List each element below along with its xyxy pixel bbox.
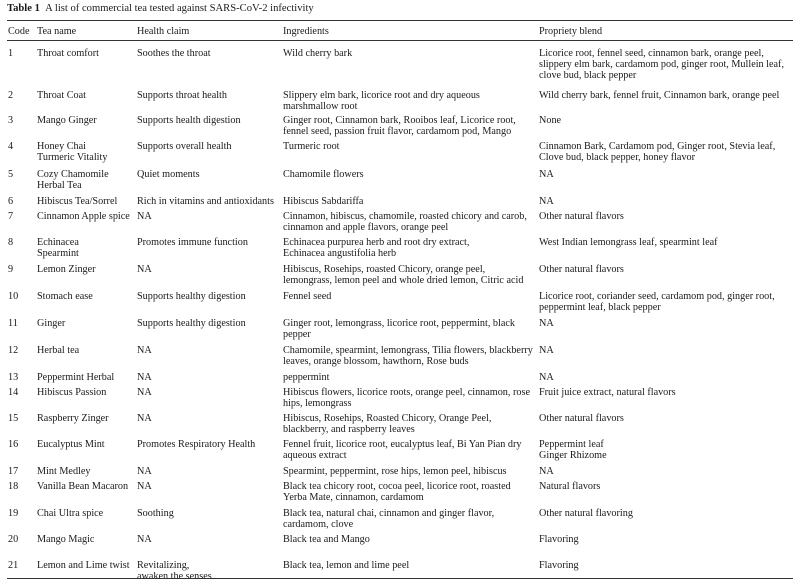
cell-tea-name [37, 466, 90, 477]
cell-health-claim-line: Soothing [137, 508, 174, 519]
table-caption [7, 3, 314, 14]
cell-tea-name [37, 439, 105, 450]
cell-ingredients [283, 508, 494, 530]
cell-code: 4 [8, 141, 14, 152]
cell-propriety-blend-line: Fruit juice extract, natural flavors [539, 387, 676, 398]
cell-ingredients-line: blackberry, and raspberry leaves [283, 424, 415, 436]
cell-ingredients-line: peppermint [283, 372, 330, 383]
cell-health-claim [137, 345, 152, 356]
cell-health-claim-line: Supports overall health [137, 141, 232, 152]
cell-propriety-blend [539, 387, 676, 398]
cell-ingredients-line: marshmallow root [283, 101, 358, 113]
cell-health-claim-line: Promotes Respiratory Health [137, 439, 256, 450]
cell-health-claim [137, 291, 246, 302]
header-health-claim: Health claim [137, 26, 190, 37]
cell-propriety-blend-line: Licorice root, fennel seed, cinnamon bark, orange peel, [539, 48, 764, 59]
cell-propriety-blend [539, 466, 554, 477]
cell-ingredients [283, 466, 507, 477]
cell-ingredients [283, 90, 480, 112]
cell-propriety-blend-line: NA [539, 372, 554, 383]
cell-health-claim [137, 372, 152, 383]
cell-ingredients-line: Hibiscus flowers, licorice roots, orange peel, cinnamon, rose [283, 387, 530, 398]
cell-propriety-blend-line: Flavoring [539, 534, 579, 545]
cell-health-claim [137, 237, 248, 248]
cell-propriety-blend-line: slippery elm bark, cardamom pod, ginger root, Mullein leaf, [539, 59, 784, 71]
cell-tea-name-line: Honey Chai [37, 141, 86, 152]
cell-tea-name-line: Throat Coat [37, 90, 86, 101]
cell-health-claim [137, 481, 152, 492]
cell-tea-name-line: Raspberry Zinger [37, 413, 109, 424]
cell-ingredients-line: fennel seed, passion fruit flavor, cardamom pod, Mango [283, 126, 512, 138]
cell-tea-name [37, 534, 94, 545]
cell-propriety-blend-line: Natural flavors [539, 481, 601, 492]
cell-propriety-blend-line: clove bud, black pepper [539, 70, 637, 82]
cell-tea-name-line: Stomach ease [37, 291, 93, 302]
cell-health-claim [137, 387, 152, 398]
cell-tea-name-line: Mint Medley [37, 466, 91, 477]
cell-ingredients-line: Black tea chicory root, cocoa peel, licorice root, roasted [283, 481, 511, 492]
bottom-rule [7, 578, 793, 579]
cell-code: 19 [8, 508, 19, 519]
cell-code: 6 [8, 196, 14, 207]
cell-tea-name-line: Cozy Chamomile [37, 169, 109, 180]
cell-propriety-blend-line: NA [539, 169, 554, 180]
cell-health-claim [137, 264, 152, 275]
cell-propriety-blend [539, 291, 775, 313]
cell-propriety-blend [539, 264, 624, 275]
cell-tea-name [37, 345, 79, 356]
cell-health-claim-line: Supports healthy digestion [137, 291, 246, 302]
cell-propriety-blend [539, 196, 554, 207]
cell-ingredients-line: Cinnamon, hibiscus, chamomile, roasted chicory and carob, [283, 211, 527, 222]
cell-propriety-blend-line: Other natural flavoring [539, 508, 633, 519]
cell-code: 10 [8, 291, 19, 302]
cell-ingredients [283, 413, 491, 435]
cell-propriety-blend-line: peppermint leaf, black pepper [539, 302, 661, 314]
cell-tea-name-line: Cinnamon Apple spice [37, 211, 130, 222]
cell-health-claim [137, 466, 152, 477]
cell-ingredients [283, 372, 329, 383]
cell-health-claim-line: NA [137, 345, 152, 356]
cell-health-claim [137, 508, 174, 519]
cell-ingredients-line: Wild cherry bark [283, 48, 353, 59]
cell-health-claim-line: awaken the senses [137, 571, 212, 583]
header-code: Code [8, 26, 30, 37]
cell-ingredients-line: Ginger root, Cinnamon bark, Rooibos leaf, Licorice root, [283, 115, 516, 126]
cell-ingredients-line: cardamom, clove [283, 519, 354, 531]
cell-tea-name-line: Hibiscus Passion [37, 387, 107, 398]
cell-ingredients-line: aqueous extract [283, 450, 347, 462]
cell-health-claim [137, 318, 246, 329]
cell-health-claim-line: NA [137, 413, 152, 424]
cell-health-claim [137, 90, 227, 101]
cell-code: 1 [8, 48, 14, 59]
cell-ingredients-line: Black tea and Mango [283, 534, 370, 545]
cell-propriety-blend [539, 372, 554, 383]
cell-health-claim [137, 141, 232, 152]
cell-ingredients-line: hips, lemongrass [283, 398, 352, 410]
cell-ingredients [283, 387, 530, 409]
cell-code: 18 [8, 481, 19, 492]
cell-propriety-blend [539, 560, 579, 571]
cell-tea-name-line: Mango Magic [37, 534, 95, 545]
cell-code: 16 [8, 439, 19, 450]
cell-tea-name [37, 481, 128, 492]
cell-tea-name [37, 196, 117, 207]
cell-tea-name [37, 387, 106, 398]
cell-tea-name [37, 560, 130, 571]
cell-health-claim-line: NA [137, 264, 152, 275]
cell-tea-name [37, 90, 86, 101]
cell-propriety-blend [539, 439, 607, 461]
cell-health-claim [137, 196, 274, 207]
cell-code: 20 [8, 534, 19, 545]
cell-propriety-blend [539, 90, 779, 101]
cell-health-claim-line: NA [137, 387, 152, 398]
cell-tea-name-line: Echinacea [37, 237, 79, 248]
cell-code: 2 [8, 90, 14, 101]
cell-tea-name [37, 211, 130, 222]
cell-ingredients-line: Black tea, lemon and lime peel [283, 560, 410, 571]
cell-code: 11 [8, 318, 18, 329]
cell-tea-name [37, 413, 109, 424]
header-rule [7, 40, 793, 41]
cell-health-claim-line: Supports health digestion [137, 115, 241, 126]
cell-propriety-blend [539, 48, 784, 82]
cell-propriety-blend [539, 211, 624, 222]
header-propriety-blend: Propriety blend [539, 26, 603, 37]
cell-propriety-blend-line: West Indian lemongrass leaf, spearmint leaf [539, 237, 718, 248]
cell-code: 17 [8, 466, 19, 477]
cell-propriety-blend [539, 534, 579, 545]
cell-ingredients [283, 345, 533, 367]
cell-code: 3 [8, 115, 14, 126]
cell-tea-name [37, 372, 114, 383]
cell-propriety-blend-line: NA [539, 196, 554, 207]
cell-ingredients-line: Chamomile, spearmint, lemongrass, Tilia flowers, blackberry [283, 345, 533, 356]
cell-propriety-blend-line: Other natural flavors [539, 264, 624, 275]
cell-health-claim [137, 560, 212, 582]
cell-propriety-blend-line: Peppermint leaf [539, 439, 604, 450]
cell-ingredients [283, 237, 469, 259]
cell-health-claim [137, 439, 255, 450]
cell-code: 21 [8, 560, 19, 571]
cell-code: 9 [8, 264, 14, 275]
cell-ingredients [283, 196, 363, 207]
cell-health-claim-line: NA [137, 372, 152, 383]
cell-ingredients [283, 141, 340, 152]
cell-tea-name [37, 291, 93, 302]
cell-ingredients-line: leaves, orange blossom, hawthorn, Rose buds [283, 356, 469, 368]
cell-propriety-blend-line: Licorice root, coriander seed, cardamom pod, ginger root, [539, 291, 775, 302]
cell-propriety-blend-line: NA [539, 318, 554, 329]
cell-tea-name-line: Lemon Zinger [37, 264, 96, 275]
cell-ingredients [283, 481, 511, 503]
cell-health-claim [137, 115, 241, 126]
cell-tea-name-line: Turmeric Vitality [37, 152, 108, 164]
cell-ingredients-line: Spearmint, peppermint, rose hips, lemon peel, hibiscus [283, 466, 507, 477]
cell-code: 7 [8, 211, 14, 222]
cell-ingredients-line: Fennel fruit, licorice root, eucalyptus leaf, Bi Yan Pian dry [283, 439, 522, 450]
cell-health-claim-line: Promotes immune function [137, 237, 248, 248]
cell-tea-name-line: Lemon and Lime twist [37, 560, 130, 571]
cell-tea-name-line: Peppermint Herbal [37, 372, 115, 383]
table-label: Table 1 [7, 3, 40, 14]
cell-health-claim [137, 169, 200, 180]
cell-ingredients [283, 318, 515, 340]
cell-health-claim-line: Soothes the throat [137, 48, 211, 59]
cell-ingredients [283, 534, 370, 545]
cell-ingredients [283, 48, 352, 59]
cell-tea-name [37, 237, 79, 259]
cell-tea-name [37, 169, 109, 191]
cell-ingredients-line: Slippery elm bark, licorice root and dry aqueous [283, 90, 480, 101]
cell-tea-name-line: Hibiscus Tea/Sorrel [37, 196, 118, 207]
cell-health-claim-line: Revitalizing, [137, 560, 190, 571]
cell-ingredients-line: Fennel seed [283, 291, 332, 302]
cell-code: 15 [8, 413, 19, 424]
cell-ingredients-line: Yerba Mate, cinnamon, cardamom [283, 492, 424, 504]
cell-propriety-blend [539, 141, 775, 163]
cell-ingredients [283, 291, 331, 302]
cell-propriety-blend [539, 481, 600, 492]
cell-health-claim [137, 48, 211, 59]
cell-ingredients-line: Turmeric root [283, 141, 340, 152]
top-rule [7, 20, 793, 21]
cell-code: 12 [8, 345, 19, 356]
cell-ingredients-line: Echinacea angustifolia herb [283, 248, 397, 260]
cell-health-claim-line: Supports throat health [137, 90, 227, 101]
cell-tea-name-line: Herbal tea [37, 345, 80, 356]
cell-propriety-blend-line: NA [539, 466, 554, 477]
cell-ingredients-line: Hibiscus Sabdariffa [283, 196, 364, 207]
cell-health-claim [137, 413, 152, 424]
cell-propriety-blend [539, 318, 554, 329]
cell-ingredients-line: Black tea, natural chai, cinnamon and ginger flavor, [283, 508, 495, 519]
cell-tea-name [37, 264, 96, 275]
cell-propriety-blend-line: Cinnamon Bark, Cardamom pod, Ginger root, Stevia leaf, [539, 141, 776, 152]
cell-propriety-blend [539, 345, 554, 356]
cell-tea-name-line: Vanilla Bean Macaron [37, 481, 129, 492]
cell-propriety-blend-line: Other natural flavors [539, 211, 624, 222]
cell-health-claim [137, 534, 152, 545]
cell-ingredients [283, 115, 516, 137]
cell-ingredients-line: Hibiscus, Rosehips, Roasted Chicory, Orange Peel, [283, 413, 492, 424]
cell-tea-name [37, 318, 65, 329]
cell-propriety-blend [539, 237, 718, 248]
header-ingredients: Ingredients [283, 26, 329, 37]
cell-propriety-blend [539, 169, 554, 180]
cell-ingredients-line: cinnamon and apple flavors, orange peel [283, 222, 449, 234]
cell-propriety-blend-line: Flavoring [539, 560, 579, 571]
cell-ingredients-line: Chamomile flowers [283, 169, 364, 180]
cell-ingredients-line: Echinacea purpurea herb and root dry extract, [283, 237, 470, 248]
cell-propriety-blend-line: Other natural flavors [539, 413, 624, 424]
cell-code: 14 [8, 387, 19, 398]
header-tea-name: Tea name [37, 26, 77, 37]
cell-propriety-blend-line: Clove bud, black pepper, honey flavor [539, 152, 696, 164]
cell-propriety-blend-line: Wild cherry bark, fennel fruit, Cinnamon bark, orange peel [539, 90, 780, 101]
cell-ingredients-line: Ginger root, lemongrass, licorice root, peppermint, black [283, 318, 515, 329]
cell-health-claim-line: Rich in vitamins and antioxidants [137, 196, 274, 207]
cell-tea-name-line: Mango Ginger [37, 115, 97, 126]
cell-propriety-blend [539, 115, 561, 126]
cell-health-claim-line: Supports healthy digestion [137, 318, 246, 329]
cell-code: 8 [8, 237, 14, 248]
cell-ingredients [283, 264, 523, 286]
cell-health-claim-line: NA [137, 466, 152, 477]
cell-propriety-blend [539, 413, 624, 424]
cell-ingredients-line: pepper [283, 329, 311, 341]
cell-tea-name [37, 508, 103, 519]
cell-ingredients [283, 560, 409, 571]
cell-tea-name-line: Spearmint [37, 248, 79, 260]
cell-ingredients [283, 211, 527, 233]
cell-health-claim-line: NA [137, 481, 152, 492]
cell-propriety-blend [539, 508, 633, 519]
cell-tea-name-line: Eucalyptus Mint [37, 439, 105, 450]
cell-ingredients [283, 169, 364, 180]
cell-ingredients [283, 439, 522, 461]
cell-health-claim-line: Quiet moments [137, 169, 200, 180]
cell-ingredients-line: lemongrass, lemon peel and whole dried lemon, Citric acid [283, 275, 524, 287]
cell-tea-name [37, 115, 97, 126]
cell-tea-name [37, 141, 107, 163]
table-title: A list of commercial tea tested against SARS-CoV-2 infectivity [45, 3, 314, 14]
cell-tea-name-line: Ginger [37, 318, 66, 329]
cell-propriety-blend-line: Ginger Rhizome [539, 450, 607, 462]
cell-health-claim-line: NA [137, 534, 152, 545]
cell-health-claim-line: NA [137, 211, 152, 222]
cell-propriety-blend-line: NA [539, 345, 554, 356]
cell-tea-name-line: Herbal Tea [37, 180, 82, 192]
cell-code: 5 [8, 169, 14, 180]
cell-tea-name-line: Chai Ultra spice [37, 508, 104, 519]
cell-health-claim [137, 211, 152, 222]
cell-tea-name [37, 48, 99, 59]
cell-code: 13 [8, 372, 19, 383]
cell-ingredients-line: Hibiscus, Rosehips, roasted Chicory, orange peel, [283, 264, 486, 275]
cell-propriety-blend-line: None [539, 115, 562, 126]
cell-tea-name-line: Throat comfort [37, 48, 99, 59]
